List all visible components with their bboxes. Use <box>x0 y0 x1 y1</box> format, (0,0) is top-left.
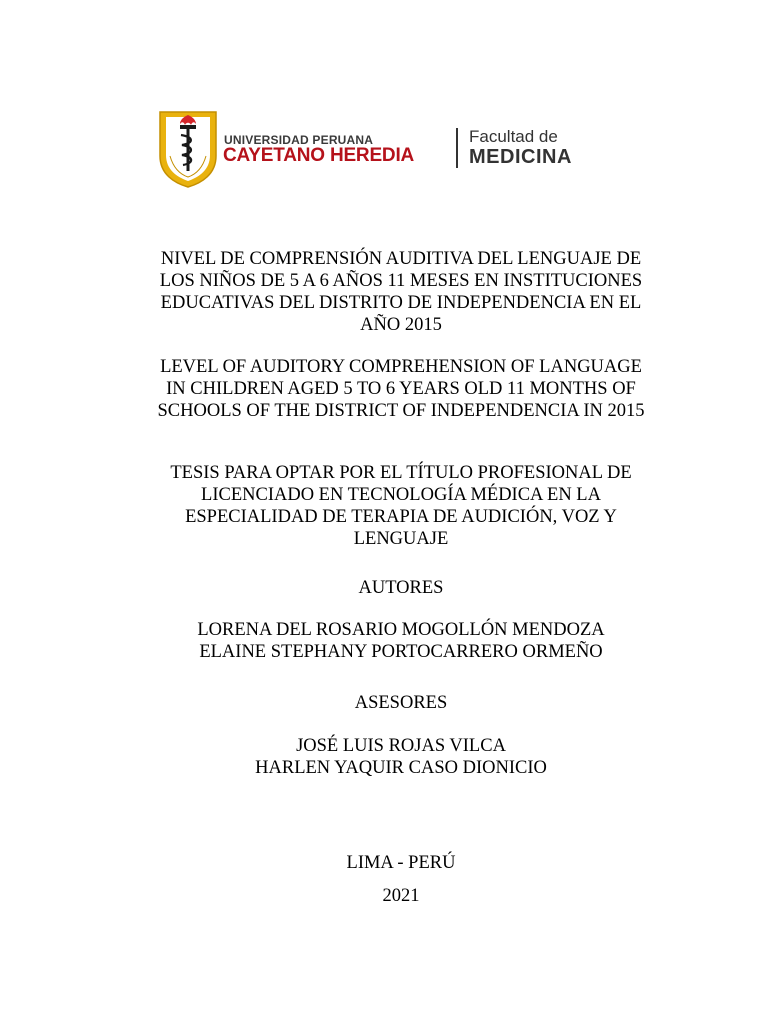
advisors-list <box>100 735 702 779</box>
year-text: 2021 <box>382 886 420 906</box>
title-en-line: LEVEL OF AUDITORY COMPREHENSION OF LANGUAGE <box>160 357 642 377</box>
advisor-name: JOSÉ LUIS ROJAS VILCA <box>296 736 506 756</box>
university-name-line1: UNIVERSIDAD PERUANA <box>224 133 374 147</box>
authors-heading <box>100 577 702 599</box>
authors-list <box>100 619 702 663</box>
advisors-heading-text: ASESORES <box>354 693 448 713</box>
university-name-line2: CAYETANO HEREDIA <box>223 145 415 166</box>
authors-heading-text: AUTORES <box>358 578 444 598</box>
thesis-line: ESPECIALIDAD DE TERAPIA DE AUDICIÓN, VOZ Y <box>185 507 617 527</box>
title-es-line: LOS NIÑOS DE 5 A 6 AÑOS 11 MESES EN INSTITUCIONES <box>159 271 643 291</box>
university-shield-icon <box>158 110 218 188</box>
title-en-line: IN CHILDREN AGED 5 TO 6 YEARS OLD 11 MONTHS OF <box>166 379 636 399</box>
place-text: LIMA - PERÚ <box>346 853 456 873</box>
thesis-line: LENGUAJE <box>353 529 449 549</box>
thesis-statement <box>100 462 702 550</box>
advisor-name: HARLEN YAQUIR CASO DIONICIO <box>255 758 547 778</box>
author-name: LORENA DEL ROSARIO MOGOLLÓN MENDOZA <box>197 620 605 640</box>
faculty-line2: MEDICINA <box>469 146 572 168</box>
title-es-line: AÑO 2015 <box>360 315 442 335</box>
title-english <box>100 356 702 422</box>
advisors-heading <box>100 692 702 714</box>
title-es-line: NIVEL DE COMPRENSIÓN AUDITIVA DEL LENGUAJE DE <box>160 249 642 269</box>
year <box>100 885 702 907</box>
thesis-line: LICENCIADO EN TECNOLOGÍA MÉDICA EN LA <box>201 485 601 505</box>
thesis-line: TESIS PARA OPTAR POR EL TÍTULO PROFESIONAL DE <box>170 463 632 483</box>
place <box>100 852 702 874</box>
title-spanish <box>100 248 702 336</box>
author-name: ELAINE STEPHANY PORTOCARRERO ORMEÑO <box>199 642 603 662</box>
title-en-line: SCHOOLS OF THE DISTRICT OF INDEPENDENCIA IN 2015 <box>157 401 645 421</box>
logo-divider <box>456 128 458 168</box>
title-es-line: EDUCATIVAS DEL DISTRITO DE INDEPENDENCIA EN EL <box>160 293 642 313</box>
faculty-line1: Facultad de <box>469 127 558 146</box>
university-logo <box>158 110 588 190</box>
